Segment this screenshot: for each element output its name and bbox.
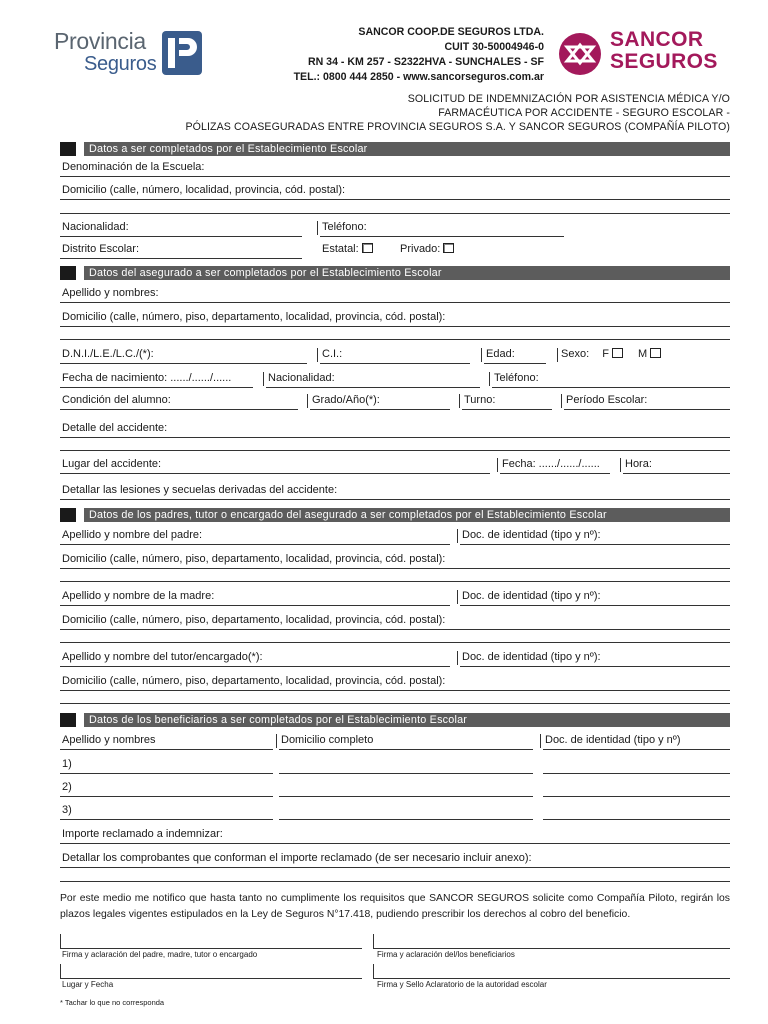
- school-period-field[interactable]: [564, 393, 730, 410]
- provincia-p-icon: [162, 31, 202, 75]
- field-separator: [557, 348, 558, 362]
- parent-signature-label: Firma y aclaración del padre, madre, tutor o encargado: [62, 950, 258, 959]
- company-cuit: CUIT 30-50004946-0: [444, 41, 544, 53]
- seguros-logo-text: Seguros: [84, 53, 157, 75]
- legal-notice: Por este medio me notifico que hasta tanto no cumplimente los requisitos que SANCOR SEGUROS solicite como Compañía Piloto, regirán los plazos legales vigentes estipulados en la Ley de Seguros N°17.418, pudiendo prescribir los derechos al cobro del beneficio.: [60, 893, 730, 920]
- sex-m-label: M: [638, 348, 648, 360]
- place-date-label: Lugar y Fecha: [62, 980, 114, 989]
- mother-name-label: Apellido y nombre de la madre:: [62, 590, 215, 602]
- insured-dni-label: D.N.I./L.E./L.C./(*):: [62, 348, 154, 360]
- insured-dni-field[interactable]: [60, 347, 307, 364]
- insured-name-field[interactable]: [60, 286, 730, 303]
- insured-sex-group: [561, 347, 661, 361]
- sancor-emblem-icon: [558, 32, 602, 76]
- accident-date-label: Fecha: ....../....../......: [502, 458, 600, 470]
- sex-f-label: F: [602, 348, 609, 360]
- tutor-address-field[interactable]: [60, 674, 730, 691]
- beneficiary-row-number: 2): [62, 781, 72, 793]
- field-separator: [540, 734, 541, 748]
- insured-sex-label: Sexo:: [561, 348, 590, 360]
- section-insured-header: [60, 266, 730, 280]
- tutor-name-field[interactable]: [60, 650, 450, 667]
- section-school-header: [60, 142, 730, 156]
- school-district-label: Distrito Escolar:: [62, 243, 140, 255]
- tutor-id-field[interactable]: [460, 650, 730, 667]
- mother-address-field[interactable]: [60, 613, 730, 630]
- school-address-field[interactable]: [60, 183, 730, 200]
- father-id-label: Doc. de identidad (tipo y nº):: [462, 529, 601, 541]
- form-title-line-3: PÓLIZAS COASEGURADAS ENTRE PROVINCIA SEGUROS S.A. Y SANCOR SEGUROS (COMPAÑÍA PILOTO): [185, 121, 730, 133]
- provincia-seguros-logo: [54, 28, 206, 78]
- school-nationality-label: Nacionalidad:: [62, 221, 129, 233]
- shift-label: Turno:: [464, 394, 496, 406]
- field-separator: [457, 529, 458, 543]
- school-name-field[interactable]: [60, 160, 730, 177]
- sancor-seguros-logo: [558, 28, 738, 78]
- insured-birthdate-label: Fecha de nacimiento: ....../....../......: [62, 372, 232, 384]
- father-address-extra-line[interactable]: [60, 581, 730, 582]
- tutor-name-label: Apellido y nombre del tutor/encargado(*):: [62, 651, 263, 663]
- field-separator: [276, 734, 277, 748]
- father-name-label: Apellido y nombre del padre:: [62, 529, 203, 541]
- company-name: SANCOR COOP.DE SEGUROS LTDA.: [358, 26, 544, 38]
- school-period-label: Período Escolar:: [566, 394, 648, 406]
- father-address-field[interactable]: [60, 552, 730, 569]
- section-school-title: Datos a ser completados por el Establecimiento Escolar: [84, 142, 730, 156]
- father-name-field[interactable]: [60, 528, 450, 545]
- section-beneficiaries-header: [60, 713, 730, 727]
- field-separator: [457, 590, 458, 604]
- field-separator: [307, 394, 308, 408]
- signature-corner: [373, 934, 374, 948]
- father-address-label: Domicilio (calle, número, piso, departamento, localidad, provincia, cód. postal):: [62, 553, 446, 565]
- school-address-label: Domicilio (calle, número, localidad, provincia, cód. postal):: [62, 184, 346, 196]
- accident-place-field[interactable]: [60, 457, 490, 474]
- field-separator: [263, 372, 264, 386]
- school-signature-label: Firma y Sello Aclaratorio de la autoridad escolar: [377, 980, 547, 989]
- section-marker: [60, 142, 76, 156]
- beneficiary-id-header: [543, 733, 730, 750]
- claimed-amount-label: Importe reclamado a indemnizar:: [62, 828, 223, 840]
- beneficiary-signature-line[interactable]: [373, 948, 730, 949]
- signature-corner: [60, 934, 61, 948]
- beneficiary-2-name-field[interactable]: [60, 780, 273, 797]
- claimed-amount-field[interactable]: [60, 827, 730, 844]
- sancor-logo-text: SANCOR: [610, 28, 704, 51]
- mother-id-label: Doc. de identidad (tipo y nº):: [462, 590, 601, 602]
- insured-ci-label: C.I.:: [322, 348, 343, 360]
- mother-name-field[interactable]: [60, 589, 450, 606]
- accident-time-label: Hora:: [625, 458, 652, 470]
- seguros-logo-text: SEGUROS: [610, 50, 718, 73]
- parent-signature-line[interactable]: [60, 948, 362, 949]
- insured-phone-label: Teléfono:: [494, 372, 539, 384]
- private-checkbox[interactable]: [443, 243, 454, 253]
- section-beneficiaries-title: Datos de los beneficiarios a ser completados por el Establecimiento Escolar: [84, 713, 730, 727]
- company-contact: TEL.: 0800 444 2850 - www.sancorseguros.com.ar: [293, 71, 544, 83]
- father-id-field[interactable]: [460, 528, 730, 545]
- insured-age-field[interactable]: [484, 347, 546, 364]
- company-address: RN 34 - KM 257 - S2322HVA - SUNCHALES - SF: [307, 56, 544, 68]
- receipts-extra-line[interactable]: [60, 881, 730, 882]
- receipts-detail-label: Detallar los comprobantes que conforman el importe reclamado (de ser necesario incluir anexo):: [62, 852, 532, 864]
- field-separator: [317, 348, 318, 362]
- field-separator: [497, 458, 498, 472]
- grade-year-field[interactable]: [310, 393, 450, 410]
- accident-detail-extra-line[interactable]: [60, 450, 730, 451]
- section-insured-title: Datos del asegurado a ser completados por el Establecimiento Escolar: [84, 266, 730, 280]
- signature-corner: [60, 964, 61, 978]
- sex-m-checkbox[interactable]: [650, 348, 661, 358]
- place-date-line[interactable]: [60, 978, 362, 979]
- insured-phone-field[interactable]: [492, 371, 730, 388]
- beneficiary-row-number: 3): [62, 804, 72, 816]
- tutor-address-label: Domicilio (calle, número, piso, departamento, localidad, provincia, cód. postal):: [62, 675, 446, 687]
- school-phone-field[interactable]: [320, 220, 564, 237]
- insured-birthdate-field[interactable]: [60, 371, 253, 388]
- mother-address-label: Domicilio (calle, número, piso, departamento, localidad, provincia, cód. postal):: [62, 614, 446, 626]
- field-separator: [620, 458, 621, 472]
- accident-detail-field[interactable]: [60, 421, 730, 438]
- school-state-option[interactable]: [322, 242, 373, 256]
- school-phone-label: Teléfono:: [322, 221, 367, 233]
- beneficiary-1-name-field[interactable]: [60, 757, 273, 774]
- beneficiary-address-header: [279, 733, 533, 750]
- field-separator: [481, 348, 482, 362]
- insured-address-field[interactable]: [60, 310, 730, 327]
- insured-ci-field[interactable]: [320, 347, 470, 364]
- beneficiary-2-address-field[interactable]: [279, 780, 533, 797]
- school-private-label: Privado:: [400, 243, 441, 255]
- signature-corner: [373, 964, 374, 978]
- section-parents-title: Datos de los padres, tutor o encargado del asegurado a ser completados por el Establecimiento Escolar: [84, 508, 730, 522]
- insured-address-extra-line[interactable]: [60, 339, 730, 340]
- injuries-label: Detallar las lesiones y secuelas derivadas del accidente:: [62, 484, 338, 496]
- school-signature-line[interactable]: [373, 978, 730, 979]
- beneficiary-3-id-field[interactable]: [543, 803, 730, 820]
- field-separator: [317, 221, 318, 235]
- beneficiary-id-column-label: Doc. de identidad (tipo y nº): [545, 734, 681, 746]
- accident-date-field[interactable]: [500, 457, 610, 474]
- section-marker: [60, 266, 76, 280]
- beneficiary-2-id-field[interactable]: [543, 780, 730, 797]
- mother-address-extra-line[interactable]: [60, 642, 730, 643]
- field-separator: [459, 394, 460, 408]
- school-district-field[interactable]: [60, 242, 302, 259]
- injuries-field[interactable]: [60, 483, 730, 500]
- insured-age-label: Edad:: [486, 348, 515, 360]
- beneficiary-1-address-field[interactable]: [279, 757, 533, 774]
- school-name-label: Denominación de la Escuela:: [62, 161, 205, 173]
- field-separator: [457, 651, 458, 665]
- accident-detail-label: Detalle del accidente:: [62, 422, 168, 434]
- school-private-option[interactable]: [400, 242, 454, 256]
- sex-f-checkbox[interactable]: [612, 348, 623, 358]
- accident-place-label: Lugar del accidente:: [62, 458, 162, 470]
- beneficiary-3-name-field[interactable]: [60, 803, 273, 820]
- beneficiary-row-number: 1): [62, 758, 72, 770]
- student-condition-label: Condición del alumno:: [62, 394, 171, 406]
- section-marker: [60, 713, 76, 727]
- footnote: * Tachar lo que no corresponda: [60, 998, 165, 1007]
- beneficiary-3-address-field[interactable]: [279, 803, 533, 820]
- provincia-logo-text: Provincia: [54, 28, 146, 54]
- company-info: [294, 25, 544, 85]
- beneficiary-address-column-label: Domicilio completo: [281, 734, 374, 746]
- section-parents-header: [60, 508, 730, 522]
- school-state-label: Estatal:: [322, 243, 359, 255]
- grade-year-label: Grado/Año(*):: [312, 394, 380, 406]
- sancor-wordmark: [610, 29, 718, 73]
- tutor-id-label: Doc. de identidad (tipo y nº):: [462, 651, 601, 663]
- form-title-line-2: FARMACÉUTICA POR ACCIDENTE - SEGURO ESCOLAR -: [438, 107, 730, 119]
- field-separator: [489, 372, 490, 386]
- accident-time-field[interactable]: [623, 457, 730, 474]
- receipts-detail-field[interactable]: [60, 851, 730, 868]
- insured-address-label: Domicilio (calle, número, piso, departamento, localidad, provincia, cód. postal):: [62, 311, 446, 323]
- beneficiary-signature-label: Firma y aclaración del/los beneficiarios: [377, 950, 515, 959]
- school-address-extra-line[interactable]: [60, 213, 730, 214]
- form-title: [186, 92, 730, 134]
- insured-name-label: Apellido y nombres:: [62, 287, 159, 299]
- beneficiary-1-id-field[interactable]: [543, 757, 730, 774]
- beneficiary-name-header: [60, 733, 273, 750]
- section-marker: [60, 508, 76, 522]
- form-title-line-1: SOLICITUD DE INDEMNIZACIÓN POR ASISTENCIA MÉDICA Y/O: [407, 93, 730, 105]
- shift-field[interactable]: [462, 393, 552, 410]
- student-condition-field[interactable]: [60, 393, 298, 410]
- school-nationality-field[interactable]: [60, 220, 302, 237]
- insured-nationality-label: Nacionalidad:: [268, 372, 335, 384]
- tutor-address-extra-line[interactable]: [60, 703, 730, 704]
- state-checkbox[interactable]: [362, 243, 373, 253]
- insured-nationality-field[interactable]: [266, 371, 480, 388]
- mother-id-field[interactable]: [460, 589, 730, 606]
- beneficiary-name-column-label: Apellido y nombres: [62, 734, 156, 746]
- field-separator: [561, 394, 562, 408]
